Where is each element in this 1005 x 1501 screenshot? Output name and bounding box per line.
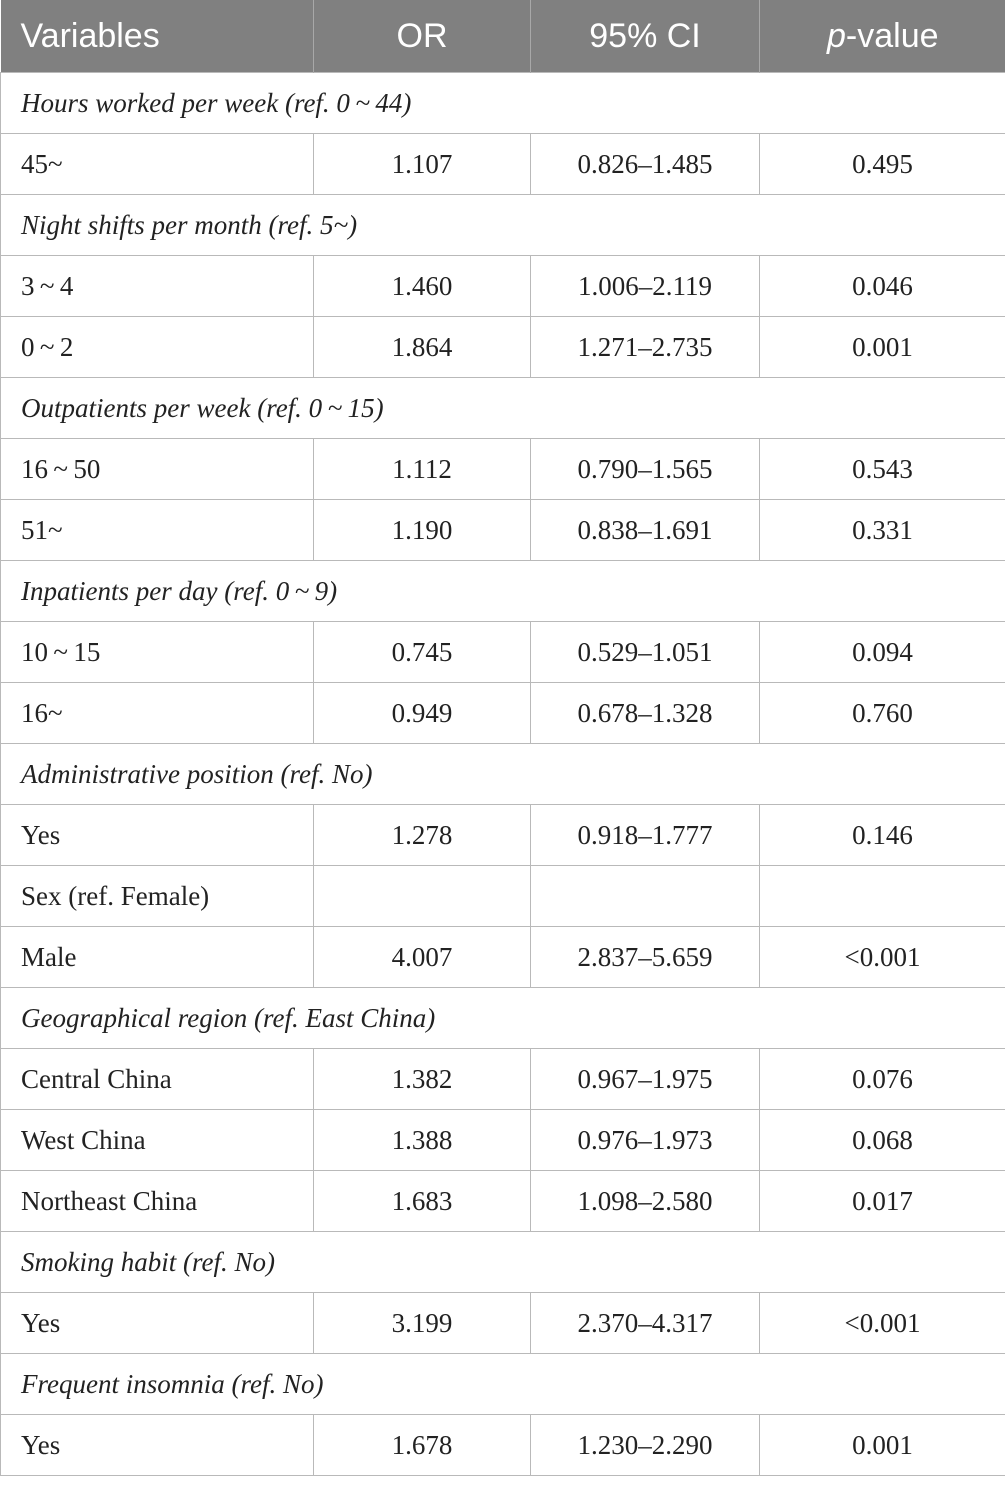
table-row xyxy=(1,134,1005,195)
cell-or: 1.278 xyxy=(314,805,531,866)
cell-or: 1.460 xyxy=(314,256,531,317)
group-label: Smoking habit (ref. No) xyxy=(1,1232,1005,1293)
table-row xyxy=(1,683,1005,744)
table-row xyxy=(1,805,1005,866)
cell-variable: 16~ xyxy=(1,683,314,744)
cell-variable: 3 ~ 4 xyxy=(1,256,314,317)
table-row xyxy=(1,1415,1005,1476)
cell-variable: 51~ xyxy=(1,500,314,561)
cell-p-value: 0.331 xyxy=(760,500,1005,561)
cell-ci: 0.838–1.691 xyxy=(531,500,760,561)
group-label: Sex (ref. Female) xyxy=(1,866,314,927)
group-header-row xyxy=(1,378,1005,439)
cell-ci: 1.006–2.119 xyxy=(531,256,760,317)
cell-p-value: 0.076 xyxy=(760,1049,1005,1110)
cell-ci: 1.230–2.290 xyxy=(531,1415,760,1476)
cell-variable: 0 ~ 2 xyxy=(1,317,314,378)
table-row xyxy=(1,256,1005,317)
cell-p-value: 0.094 xyxy=(760,622,1005,683)
cell-variable: 45~ xyxy=(1,134,314,195)
header-p-value xyxy=(760,0,1005,73)
cell-or: 1.190 xyxy=(314,500,531,561)
group-header-row xyxy=(1,744,1005,805)
cell-p-value: 0.760 xyxy=(760,683,1005,744)
cell-p-value: 0.146 xyxy=(760,805,1005,866)
cell-variable: Yes xyxy=(1,805,314,866)
cell-p-value: 0.495 xyxy=(760,134,1005,195)
cell-variable: 10 ~ 15 xyxy=(1,622,314,683)
cell-or: 3.199 xyxy=(314,1293,531,1354)
table-row xyxy=(1,1171,1005,1232)
cell-ci: 0.790–1.565 xyxy=(531,439,760,500)
group-header-row xyxy=(1,195,1005,256)
table-row xyxy=(1,317,1005,378)
cell-variable: Male xyxy=(1,927,314,988)
cell-or: 4.007 xyxy=(314,927,531,988)
group-header-row xyxy=(1,1354,1005,1415)
group-label: Geographical region (ref. East China) xyxy=(1,988,1005,1049)
cell-ci: 0.678–1.328 xyxy=(531,683,760,744)
cell-p-value: 0.543 xyxy=(760,439,1005,500)
cell-variable: Yes xyxy=(1,1293,314,1354)
cell-or: 1.112 xyxy=(314,439,531,500)
header-variables: Variables xyxy=(1,0,314,73)
table-row xyxy=(1,1110,1005,1171)
cell-ci: 2.837–5.659 xyxy=(531,927,760,988)
table-body xyxy=(1,73,1005,1476)
cell-ci: 0.918–1.777 xyxy=(531,805,760,866)
cell-p-value: 0.001 xyxy=(760,1415,1005,1476)
group-header-row xyxy=(1,1232,1005,1293)
table-row xyxy=(1,439,1005,500)
cell-variable: 16 ~ 50 xyxy=(1,439,314,500)
empty-cell xyxy=(531,866,760,927)
cell-p-value: <0.001 xyxy=(760,1293,1005,1354)
cell-p-value: 0.001 xyxy=(760,317,1005,378)
cell-or: 1.864 xyxy=(314,317,531,378)
group-header-row xyxy=(1,988,1005,1049)
header-p-italic: p xyxy=(826,16,846,55)
empty-cell xyxy=(314,866,531,927)
cell-or: 1.678 xyxy=(314,1415,531,1476)
group-header-row xyxy=(1,866,1005,927)
cell-p-value: <0.001 xyxy=(760,927,1005,988)
cell-ci: 0.826–1.485 xyxy=(531,134,760,195)
group-header-row xyxy=(1,561,1005,622)
empty-cell xyxy=(760,866,1005,927)
cell-ci: 0.967–1.975 xyxy=(531,1049,760,1110)
header-p-rest: -value xyxy=(845,16,939,55)
cell-or: 1.382 xyxy=(314,1049,531,1110)
cell-variable: Yes xyxy=(1,1415,314,1476)
header-ci: 95% CI xyxy=(531,0,760,73)
table-row xyxy=(1,622,1005,683)
cell-ci: 0.976–1.973 xyxy=(531,1110,760,1171)
cell-or: 1.683 xyxy=(314,1171,531,1232)
cell-or: 0.745 xyxy=(314,622,531,683)
group-header-row xyxy=(1,73,1005,134)
table-header xyxy=(1,0,1005,73)
cell-ci: 1.271–2.735 xyxy=(531,317,760,378)
header-or: OR xyxy=(314,0,531,73)
cell-p-value: 0.068 xyxy=(760,1110,1005,1171)
cell-ci: 0.529–1.051 xyxy=(531,622,760,683)
cell-variable: Central China xyxy=(1,1049,314,1110)
cell-p-value: 0.017 xyxy=(760,1171,1005,1232)
group-label: Hours worked per week (ref. 0 ~ 44) xyxy=(1,73,1005,134)
table-row xyxy=(1,927,1005,988)
cell-ci: 1.098–2.580 xyxy=(531,1171,760,1232)
group-label: Night shifts per month (ref. 5~) xyxy=(1,195,1005,256)
table-row xyxy=(1,500,1005,561)
header-row xyxy=(1,0,1005,73)
cell-or: 1.107 xyxy=(314,134,531,195)
cell-or: 0.949 xyxy=(314,683,531,744)
table-row xyxy=(1,1049,1005,1110)
cell-ci: 2.370–4.317 xyxy=(531,1293,760,1354)
group-label: Frequent insomnia (ref. No) xyxy=(1,1354,1005,1415)
cell-or: 1.388 xyxy=(314,1110,531,1171)
cell-variable: Northeast China xyxy=(1,1171,314,1232)
cell-variable: West China xyxy=(1,1110,314,1171)
cell-p-value: 0.046 xyxy=(760,256,1005,317)
group-label: Administrative position (ref. No) xyxy=(1,744,1005,805)
group-label: Inpatients per day (ref. 0 ~ 9) xyxy=(1,561,1005,622)
table-row xyxy=(1,1293,1005,1354)
group-label: Outpatients per week (ref. 0 ~ 15) xyxy=(1,378,1005,439)
